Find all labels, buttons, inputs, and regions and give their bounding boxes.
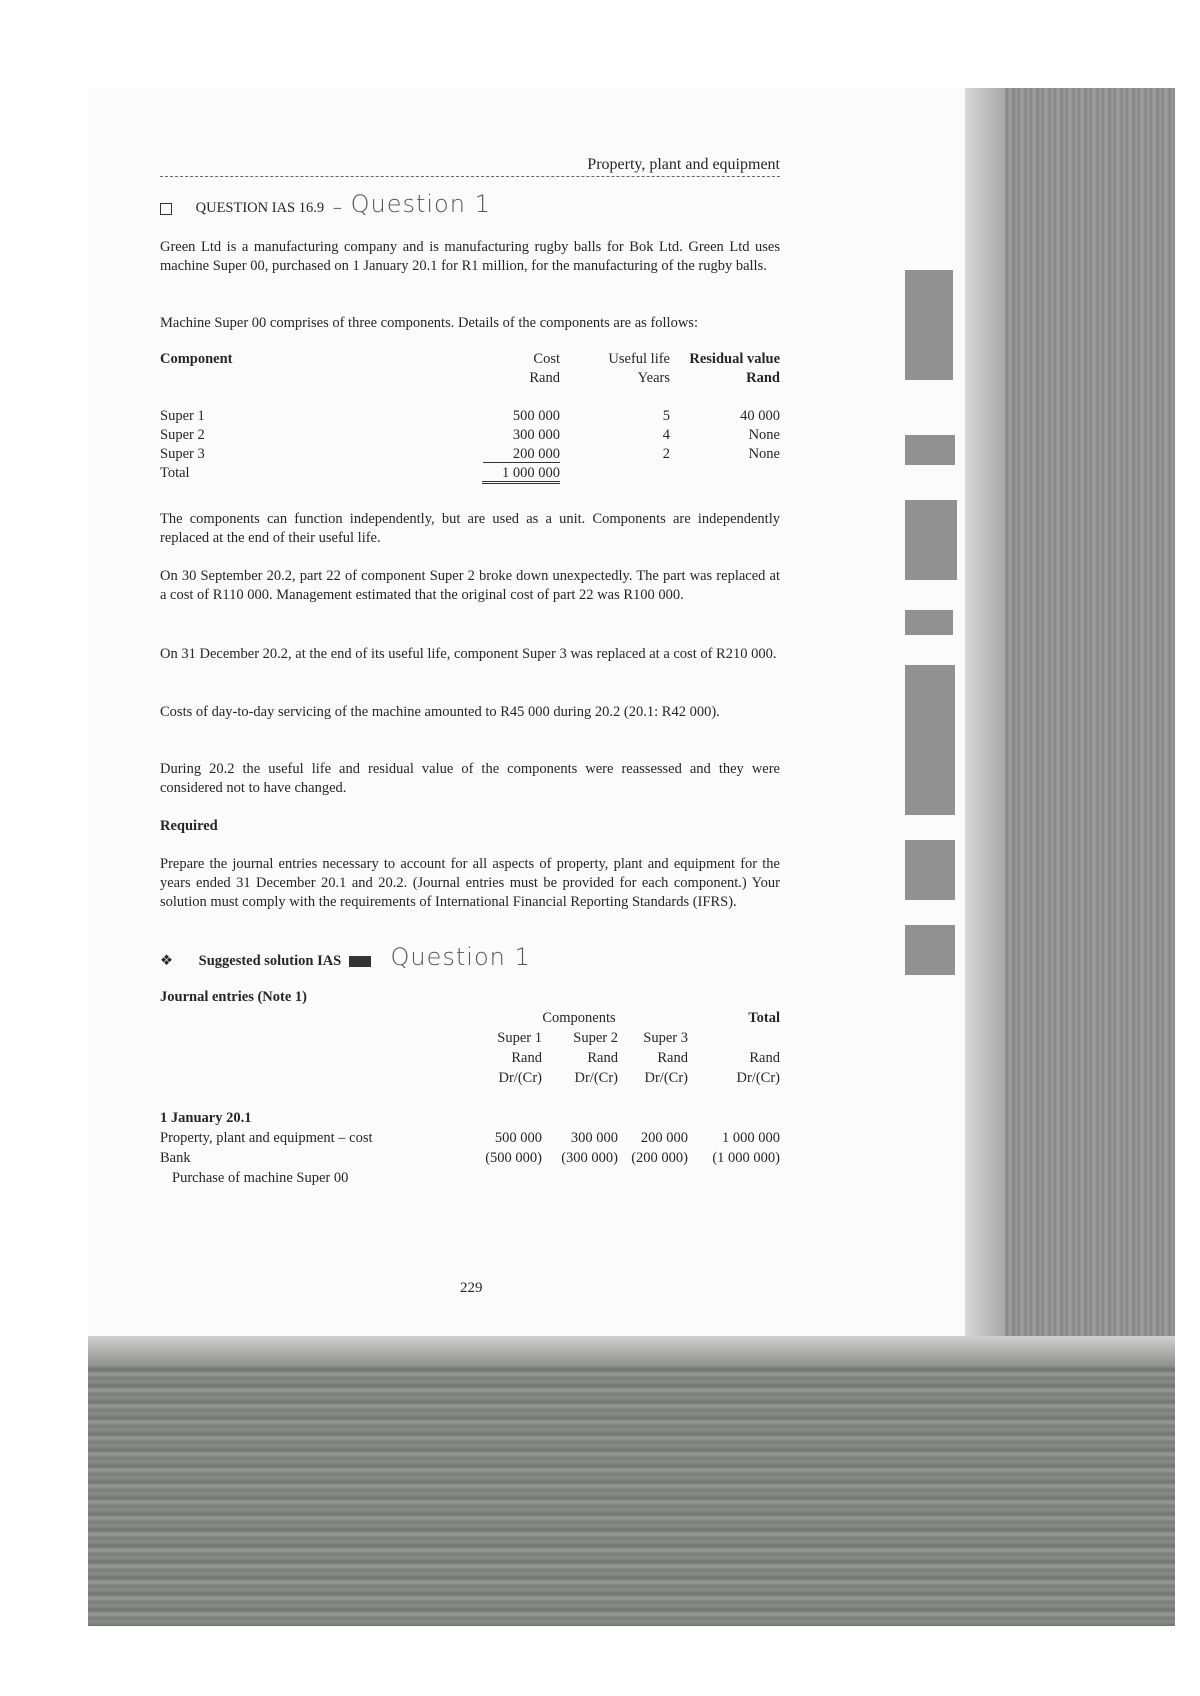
row-name: Super 3 (160, 446, 205, 462)
entry-super3: (200 000) (631, 1150, 688, 1166)
paragraph-servicing: Costs of day-to-day servicing of the machine amounted to R45 000 during 20.2 (20.1: R42 000). (160, 704, 720, 720)
col-name: Super 3 (643, 1030, 688, 1046)
row-name: Super 2 (160, 427, 205, 443)
entry-super2: (300 000) (561, 1150, 618, 1166)
page-header: Property, plant and equipment (160, 156, 780, 177)
paragraph-function: The components can function independently, but are used as a unit. Components are independently replaced at the end of their useful life. (160, 511, 780, 546)
row-cost: 500 000 (512, 408, 560, 424)
row-residual: 40 000 (740, 408, 780, 424)
entry-total: (1 000 000) (712, 1150, 780, 1166)
table-row (160, 408, 780, 427)
col-unit: Rand (749, 1050, 780, 1066)
journal-table (160, 1010, 780, 1190)
solution-title (160, 943, 780, 971)
scan-smudge (905, 610, 953, 635)
col-unit: Rand (657, 1050, 688, 1066)
col-name: Super 1 (497, 1030, 542, 1046)
total-cost: 1 000 000 (482, 465, 560, 484)
paragraph-reassessed: During 20.2 the useful life and residual value of the components were reassessed and they were considered not to have changed. (160, 761, 780, 796)
row-residual: None (748, 446, 780, 462)
unit-life: Years (637, 370, 670, 386)
header-cost: Cost (533, 351, 560, 367)
header-residual: Residual value (689, 351, 780, 367)
total-label: Total (748, 1010, 780, 1026)
scan-smudge (905, 840, 955, 900)
header-component: Component (160, 351, 233, 367)
scan-smudge (905, 925, 955, 975)
entry-super2: 300 000 (570, 1130, 618, 1146)
paragraph-required: Prepare the journal entries necessary to account for all aspects of property, plant and equipment for the years ended 31 December 20.1 and 20.2. (Journal entries must be provided for each component.) Your solution must comply with the requirements of International Financial Reporting Standards (IFRS). (160, 856, 780, 910)
paragraph-super3: On 31 December 20.2, at the end of its useful life, component Super 3 was replaced at a cost of R210 000. (160, 646, 777, 662)
row-cost: 200 000 (483, 446, 560, 463)
page-number: 229 (460, 1280, 483, 1296)
entry-account: Property, plant and equipment – cost (160, 1130, 373, 1146)
table-row (160, 427, 780, 446)
table-header-row (160, 351, 780, 370)
journal-narration-row (160, 1170, 780, 1190)
table-total-row (160, 465, 780, 484)
row-residual: None (748, 427, 780, 443)
col-name: Super 2 (573, 1030, 618, 1046)
entry-super3: 200 000 (640, 1130, 688, 1146)
entry-account: Bank (160, 1150, 191, 1166)
paragraph-components-intro: Machine Super 00 comprises of three components. Details of the components are as follows: (160, 315, 698, 331)
entry-super1: (500 000) (485, 1150, 542, 1166)
row-life: 2 (662, 446, 670, 462)
handwritten-question-label: Question 1 (350, 190, 491, 218)
unit-cost: Rand (529, 370, 560, 386)
col-unit: Rand (511, 1050, 542, 1066)
question-title-text: QUESTION IAS 16.9 (195, 200, 325, 216)
components-group-label: Components (542, 1010, 616, 1026)
header-life: Useful life (608, 351, 670, 367)
col-drcr: Dr/(Cr) (736, 1070, 780, 1086)
entry-total: 1 000 000 (722, 1130, 780, 1146)
journal-units (160, 1050, 780, 1070)
scan-border-bottom (88, 1336, 1175, 1626)
row-cost: 300 000 (512, 427, 560, 443)
journal-drcr (160, 1070, 780, 1090)
required-heading: Required (160, 818, 218, 834)
total-name: Total (160, 465, 190, 481)
scan-border-right (965, 88, 1175, 1336)
entry-narration: Purchase of machine Super 00 (172, 1170, 349, 1186)
row-life: 5 (662, 408, 670, 424)
scan-smudge (905, 665, 955, 815)
question-dash: – (333, 200, 341, 216)
diamond-bullet-icon: ❖ (160, 953, 173, 969)
journal-col-names (160, 1030, 780, 1050)
checkbox-icon (160, 203, 172, 215)
scan-smudge (905, 500, 957, 580)
handwritten-solution-label: Question 1 (390, 943, 531, 971)
row-life: 4 (662, 427, 670, 443)
col-drcr: Dr/(Cr) (644, 1070, 688, 1086)
table-row (160, 446, 780, 465)
col-drcr: Dr/(Cr) (498, 1070, 542, 1086)
redacted-mark (349, 956, 371, 967)
paragraph-intro: Green Ltd is a manufacturing company and is manufacturing rugby balls for Bok Ltd. Green Ltd uses machine Super 00, purchased on 1 January 20.1 for R1 million, for the manufacturing of the rugby balls. (160, 239, 780, 274)
solution-title-text: Suggested solution IAS (198, 953, 342, 969)
entry-super1: 500 000 (494, 1130, 542, 1146)
question-title (160, 190, 491, 218)
row-name: Super 1 (160, 408, 205, 424)
scan-smudge (905, 435, 955, 465)
col-unit: Rand (587, 1050, 618, 1066)
journal-group-header (160, 1010, 780, 1030)
journal-date-row (160, 1110, 780, 1130)
unit-residual: Rand (746, 370, 780, 386)
table-header-units-row (160, 370, 780, 389)
scan-smudge (905, 270, 953, 380)
components-table (160, 351, 780, 484)
journal-entry-row (160, 1130, 780, 1150)
journal-heading: Journal entries (Note 1) (160, 989, 307, 1005)
journal-entry-row (160, 1150, 780, 1170)
journal-date: 1 January 20.1 (160, 1110, 252, 1126)
col-drcr: Dr/(Cr) (574, 1070, 618, 1086)
paragraph-super2: On 30 September 20.2, part 22 of component Super 2 broke down unexpectedly. The part was replaced at a cost of R110 000. Management estimated that the original cost of part 22 was R100 000. (160, 568, 780, 603)
